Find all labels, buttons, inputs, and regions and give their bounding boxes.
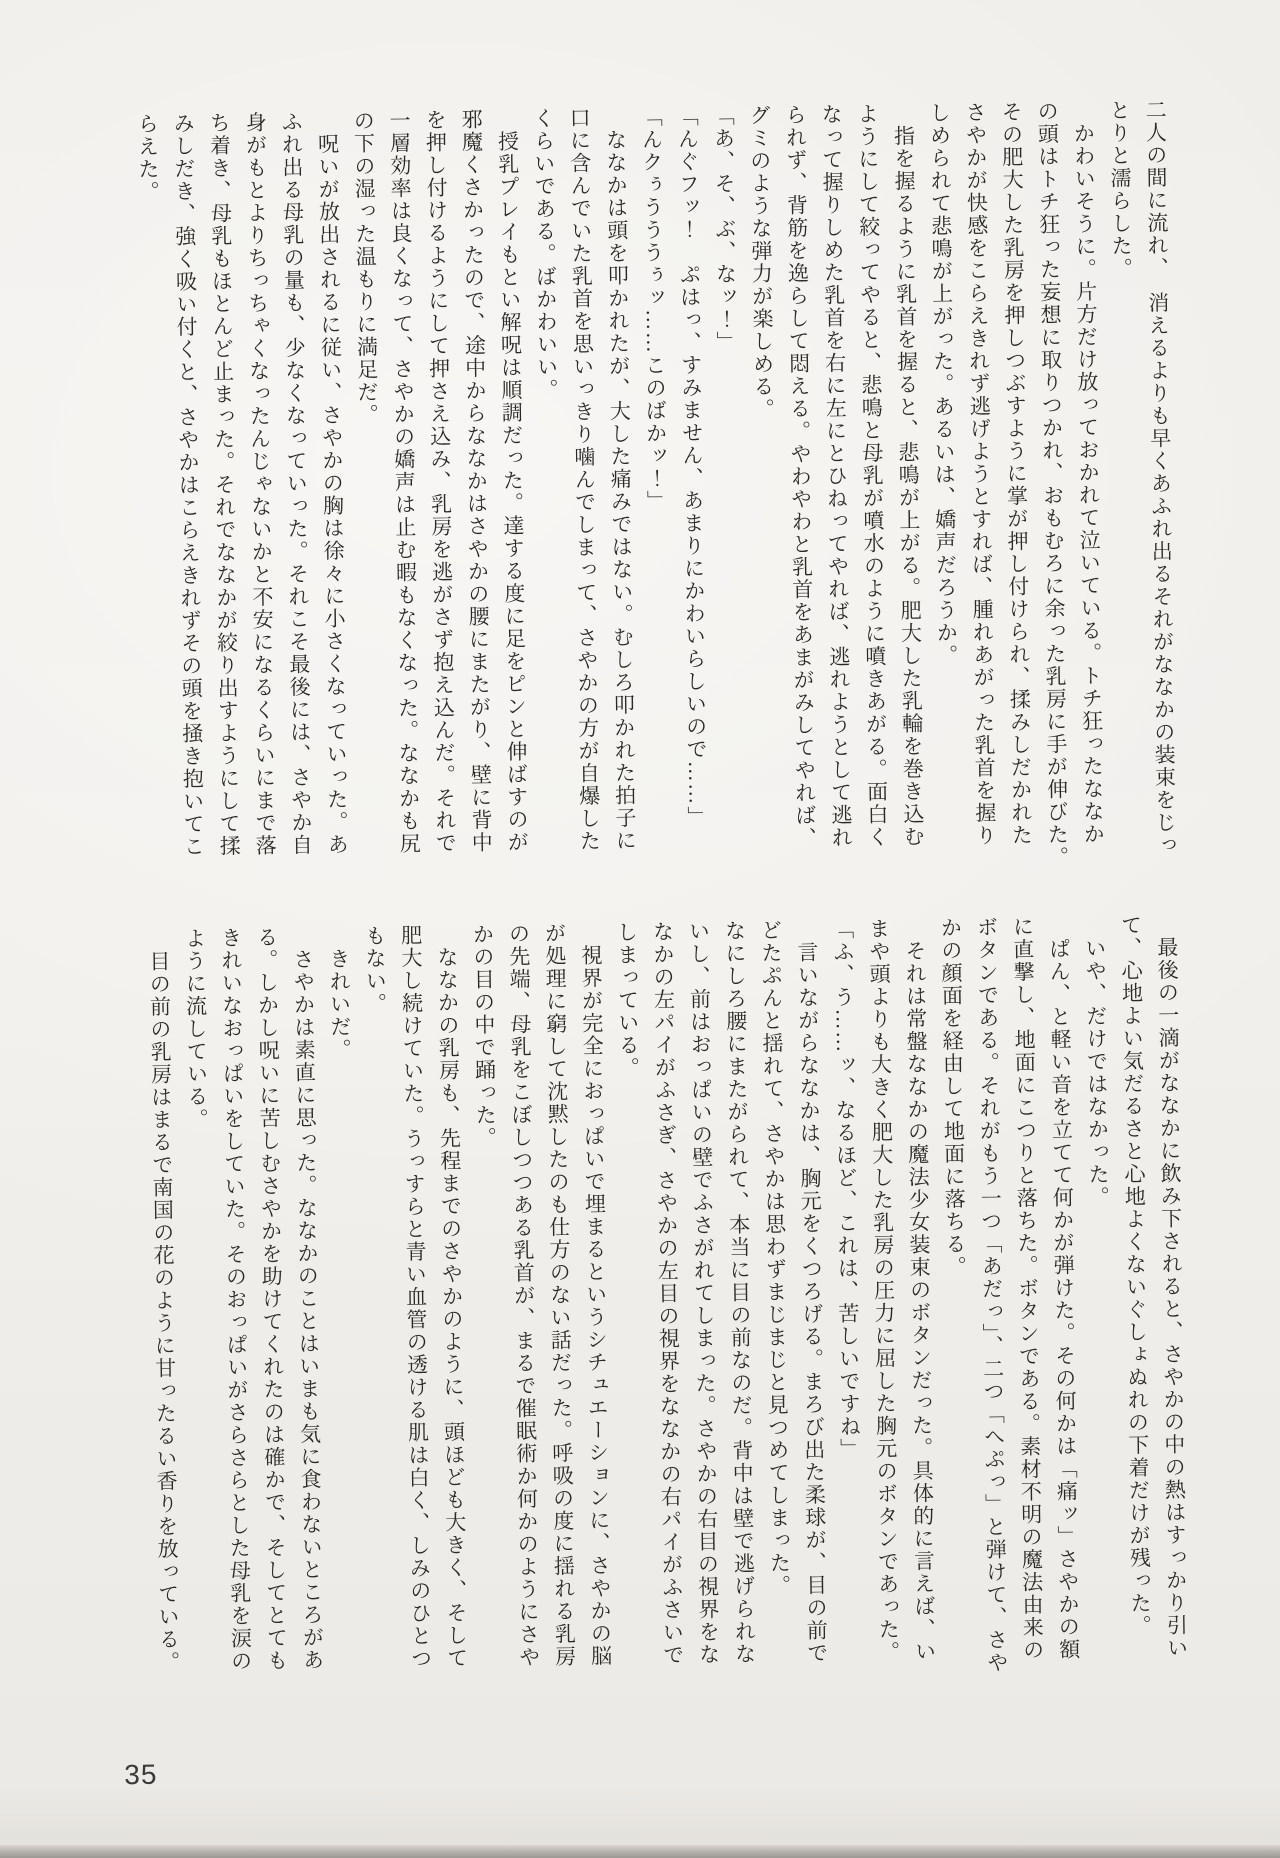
text-column: て、心地よい気だるさと心地よくないぐしょぬれの下着だけが残った。 bbox=[1118, 913, 1153, 1638]
text-column: さやかは素直に思った。ななかのことはいまも気に食わないところがあ bbox=[290, 925, 325, 1672]
text-column: くらいである。ばかわいい。 bbox=[531, 107, 560, 402]
text-column: まや頭よりも大きく肥大した乳房の圧力に屈した胸元のボタンであった。 bbox=[866, 917, 901, 1664]
text-column: いし、前はおっぱいの壁でふさがれてしまった。さやかの右目の視界をな bbox=[686, 920, 721, 1667]
page-edge-shadow bbox=[0, 1845, 1280, 1858]
text-column: 「ふ、う……ッ、なるほど、これは、苦しいですね」 bbox=[830, 918, 862, 1461]
text-column: る。しかし呪いに苦しむさやかを助けてくれたのは確かで、そしてとても bbox=[254, 926, 289, 1673]
text-column: 身がもとよりちっちゃくなったんじゃないかと不安になるくらいにまで落 bbox=[243, 111, 278, 858]
text-column: なかの左パイがふさぎ、さやかの左目の視界をななかの右パイがふさいで bbox=[650, 920, 685, 1667]
text-column: きれいなおっぱいをしていた。そのおっぱいがさらさらとした母乳を涙の bbox=[218, 926, 253, 1673]
text-column: かわいそうに。片方だけ放っておかれて泣いている。トチ狂ったななか bbox=[1070, 99, 1106, 846]
text-column: 「あ、そ、ぶ、なッ！」 bbox=[711, 104, 739, 354]
text-column: いや、だけではなかった。 bbox=[1082, 914, 1111, 1209]
text-column: ボタンである。それがもう一つ「あだっ」、二つ「へぷっ」と弾けて、さや bbox=[974, 915, 1009, 1675]
text-column: とりと濡らした。 bbox=[1106, 99, 1134, 281]
text-column: 「んぐフッ！ ぷはっ、すみません、あまりにかわいらしいので……」 bbox=[675, 105, 710, 829]
text-column: もない。 bbox=[362, 924, 388, 1016]
text-column: 一層効率は良くなって、さやかの嬌声は止む暇もなくなった。ななかも尻 bbox=[387, 109, 422, 856]
text-column: かの顔面を経由して地面に落ちる。 bbox=[938, 916, 968, 1279]
text-column: を押し付けるようにして押さえ込み、乳房を逃がさず抱え込んだ。それで bbox=[423, 108, 458, 855]
text-column: ち着き、母乳もほとんど止まった。それでななかが絞り出すようにして揉 bbox=[207, 111, 242, 858]
text-column: 二人の間に流れ、 消えるよりも早くあふれ出るそれがななかの装束をじっ bbox=[1142, 98, 1178, 857]
text-column: 最後の一滴がななかに飲み下されると、さやかの中の熱はすっかり引い bbox=[1154, 913, 1189, 1660]
text-column: 邪魔くさかったので、途中からななかはさやかの腰にまたがり、壁に背中 bbox=[459, 108, 494, 855]
text-column: かの目の中で踊った。 bbox=[470, 923, 498, 1150]
text-column: さやかが快感をこらえきれず逃げようとすれば、腫れあがった乳首を握り bbox=[962, 101, 998, 848]
text-column: なにしろ腰にまたがられて、本当に目の前なのだ。背中は壁で逃げられな bbox=[722, 919, 757, 1666]
text-column: ようにして絞ってやると、悲鳴と母乳が噴水のように噴きあがる。面白く bbox=[855, 102, 890, 849]
text-column: に直撃し、地面にこつりと落ちた。ボタンである。素材不明の魔法由来の bbox=[1010, 915, 1045, 1662]
text-column: 授乳プレイもとい解呪は順調だった。達する度に足をピンと伸ばすのが bbox=[495, 107, 530, 854]
text-column: らえた。 bbox=[135, 112, 161, 204]
text-column: 視界が完全におっぱいで埋まるというシチュエーションに、さやかの脳 bbox=[578, 921, 613, 1668]
text-column: 「んクぅうううぅッ……このばかッ！」 bbox=[639, 105, 669, 513]
text-column: しめられて悲鳴が上がった。あるいは、嬌声だろうか。 bbox=[926, 101, 959, 667]
text-column: ふれ出る母乳の量も、少なくなっていった。それこそ最後には、さやか自 bbox=[279, 110, 314, 857]
text-column: 目の前の乳房はまるで南国の花のように甘ったるい香りを放っている。 bbox=[146, 927, 181, 1674]
text-column: 口に含んでいた乳首を思いっきり噛んでしまって、さやかの方が自爆した bbox=[567, 106, 602, 853]
text-column: 言いながらななかは、胸元をくつろげる。まろび出た柔球が、目の前で bbox=[794, 918, 829, 1665]
text-column: の下の湿った温もりに満足だ。 bbox=[351, 109, 380, 427]
text-column: それは常盤ななかの魔法少女装束のボタンだった。具体的に言えば、い bbox=[902, 917, 937, 1664]
text-column: きれいだ。 bbox=[326, 925, 353, 1061]
text-column: られず、背筋を逸らして悶える。やわやわと乳首をあまがみしてやれば、 bbox=[783, 103, 818, 850]
text-column: 呪いが放出されるに従い、さやかの胸は徐々に小さくなっていった。あ bbox=[315, 110, 350, 857]
text-column: 肥大し続けていた。うっすらと青い血管の透ける肌は白く、しみのひとつ bbox=[398, 924, 433, 1671]
text-column: ななかは頭を叩かれたが、大した痛みではない。むしろ叩かれた拍子に bbox=[603, 106, 638, 853]
text-column: どたぷんと揺れて、さやかは思わずまじまじと見つめてしまった。 bbox=[758, 919, 792, 1598]
text-column: その肥大した乳房を押しつぶすように掌が押し付けられ、揉みしだかれた bbox=[998, 100, 1034, 847]
text-column: なって握りしめた乳首を右に左にとひねってやれば、逃れようとして逃れ bbox=[819, 103, 854, 850]
text-column: みしだき、強く吸い付くと、さやかはこらえきれずその頭を掻き抱いてこ bbox=[171, 112, 206, 859]
page-number: 35 bbox=[124, 1758, 158, 1791]
text-block-upper bbox=[127, 98, 1184, 901]
text-block-lower bbox=[138, 913, 1195, 1716]
text-column: ぱん、と軽い音を立てて何かが弾けた。その何かは「痛ッ」さやかの額 bbox=[1046, 914, 1081, 1662]
text-column: ように流している。 bbox=[182, 927, 210, 1131]
text-column: 指を握るように乳首を握ると、悲鳴が上がる。肥大した乳輪を巻き込む bbox=[891, 102, 926, 849]
text-column: しまっている。 bbox=[614, 921, 641, 1080]
text-column: の頭はトチ狂った妄想に取りつかれ、おもむろに余った乳房に手が伸びた。 bbox=[1034, 100, 1070, 869]
text-column: が処理に窮して沈黙したのも仕方のない話だった。呼吸の度に揺れる乳房 bbox=[542, 922, 577, 1669]
text-column: の先端、母乳をこぼしつつある乳首が、まるで催眠術か何かのようにさや bbox=[506, 922, 541, 1669]
text-column: ななかの乳房も、先程までのさやかのように、頭ほども大きく、そして bbox=[434, 923, 469, 1670]
text-column: グミのような弾力が楽しめる。 bbox=[747, 104, 776, 421]
